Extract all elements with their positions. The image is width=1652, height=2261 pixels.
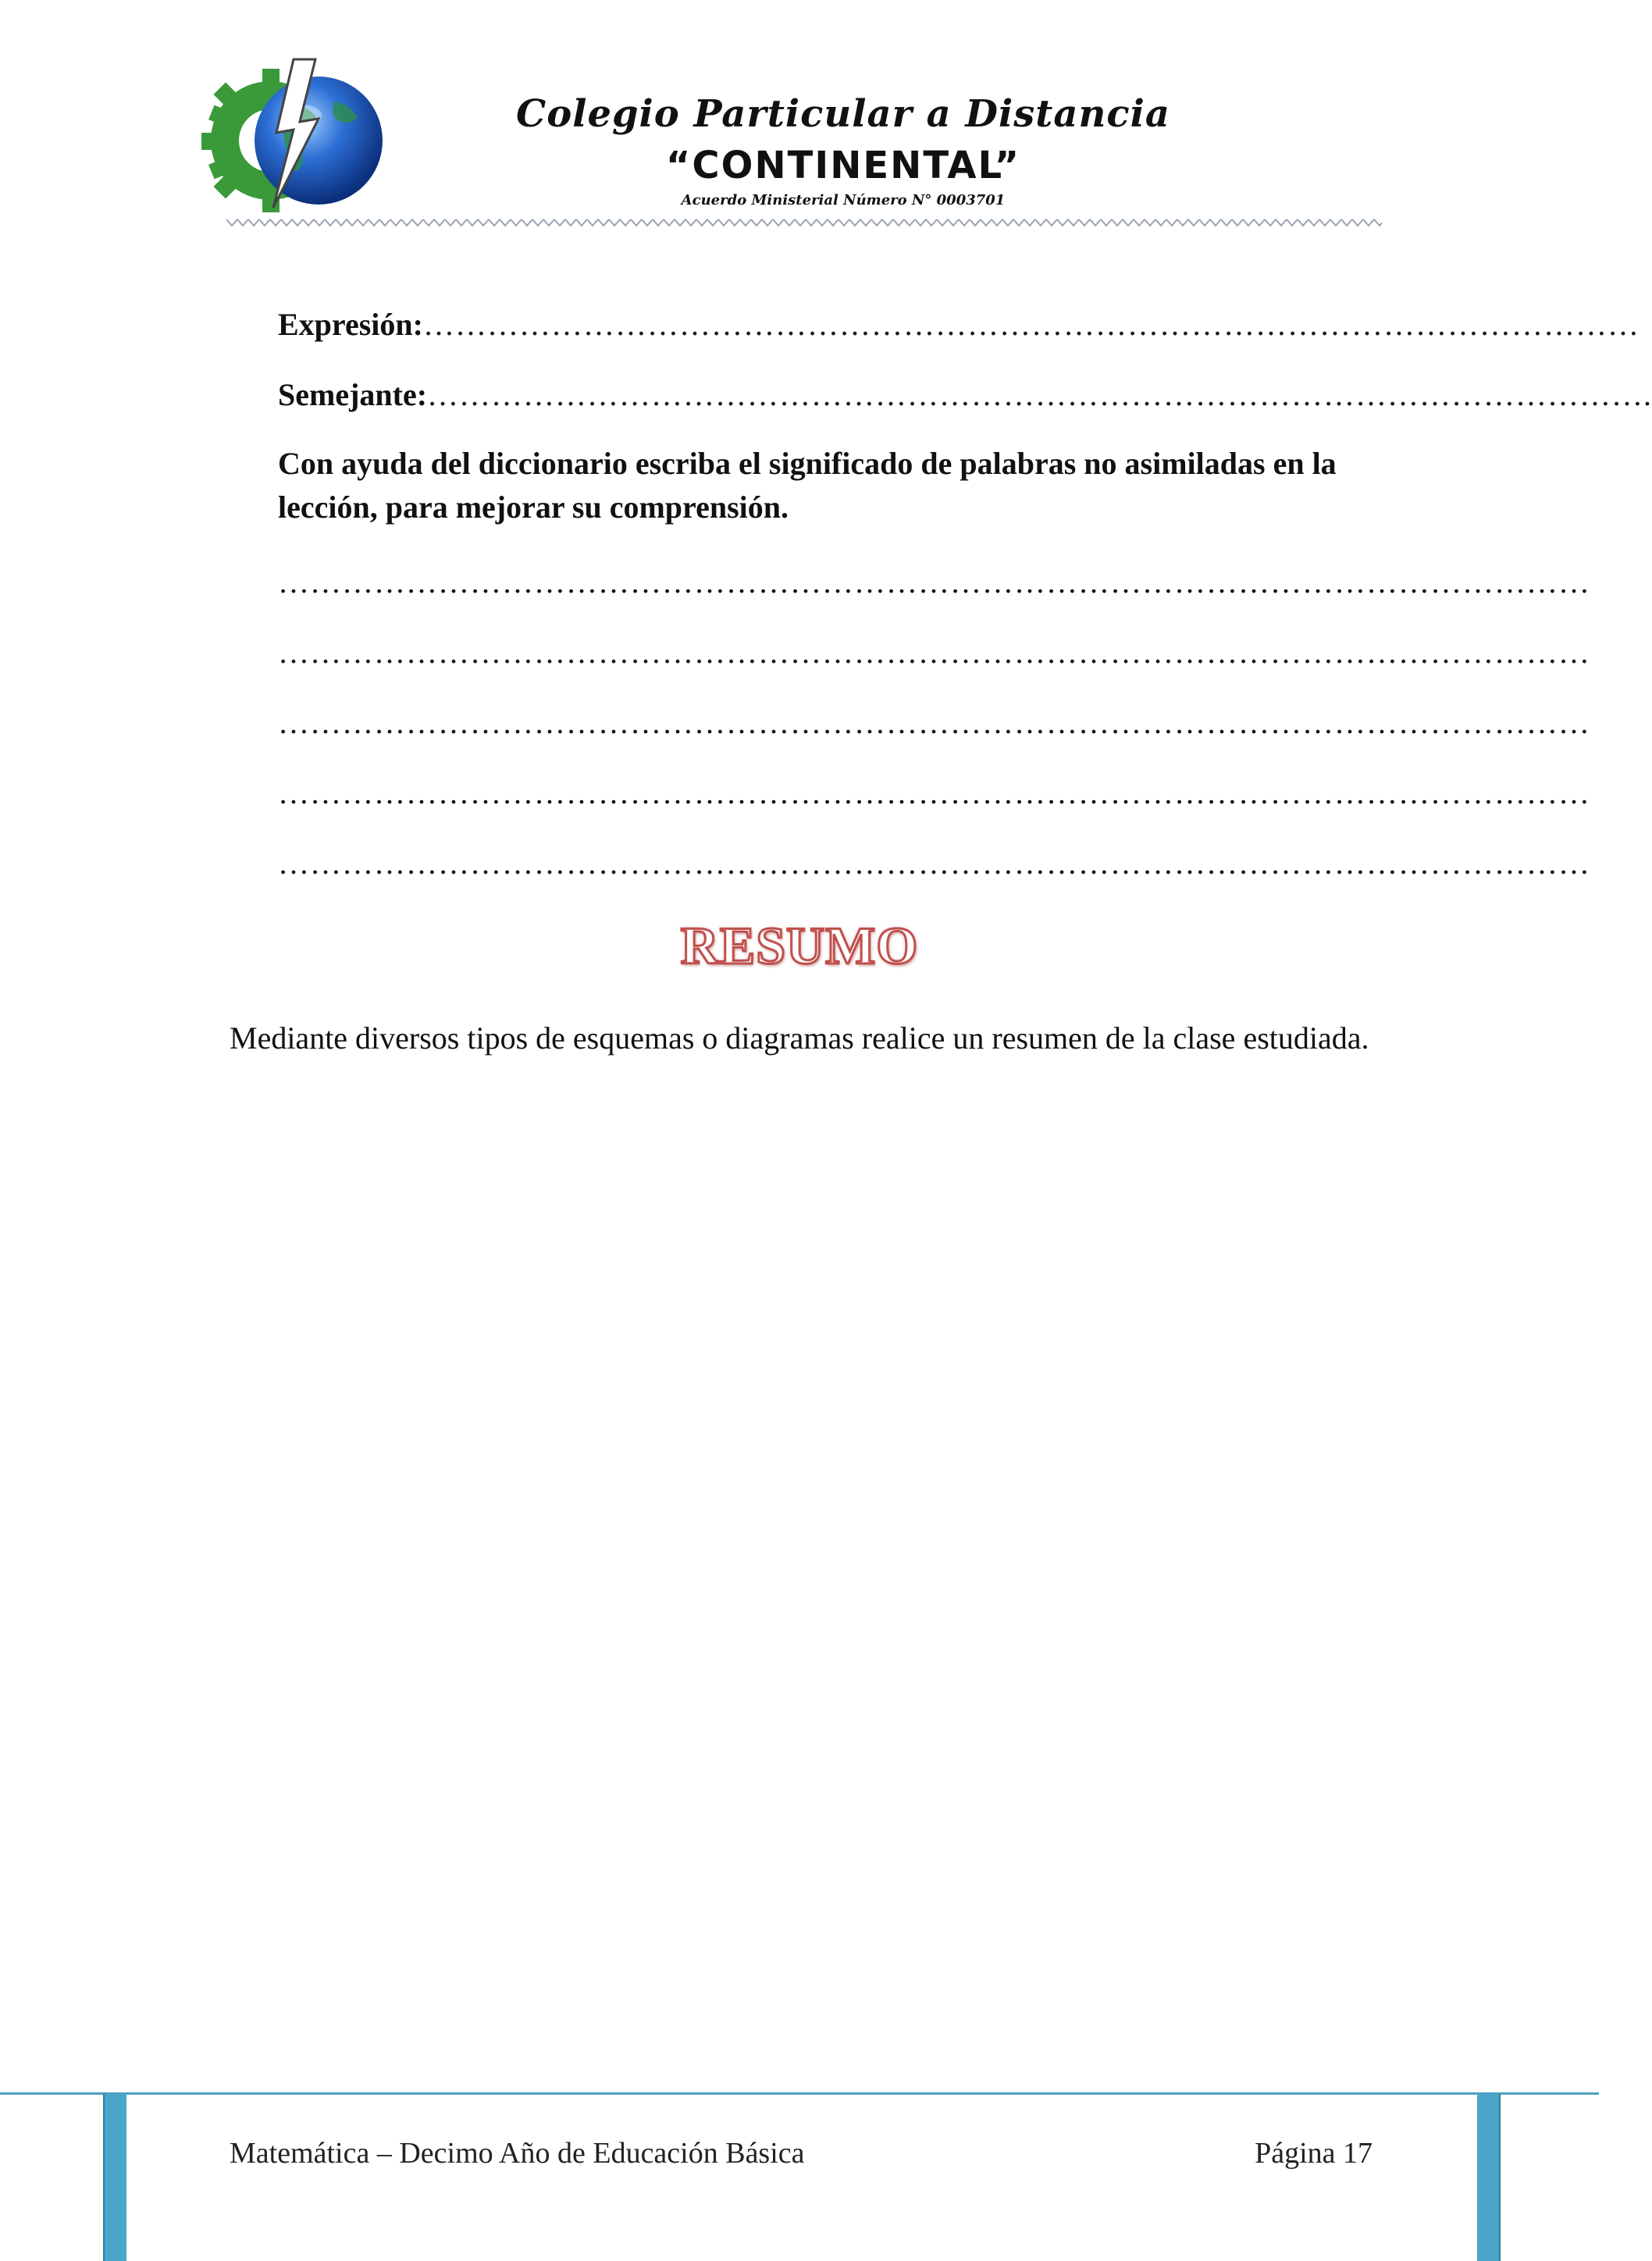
- answer-line: ……………………………………………………………………………………………………………: [278, 775, 1590, 810]
- field-label: Semejante:: [278, 377, 428, 412]
- fill-in-dots: ……………………………………………………………………………………………………: [422, 307, 1640, 342]
- page-number: Página 17: [1255, 2137, 1373, 2170]
- answer-line: ……………………………………………………………………………………………………………: [278, 705, 1590, 740]
- ministerial-agreement: Acuerdo Ministerial Número N° 0003701: [681, 192, 1006, 208]
- school-logo-icon: [201, 55, 386, 219]
- fill-in-dots: …………………………………………………………………………………………………….: [427, 377, 1652, 412]
- instruction-text: Con ayuda del diccionario escriba el significado de palabras no asimiladas en la lección, para mejorar su comprensión.: [278, 446, 1337, 525]
- answer-line: ……………………………………………………………………………………………………………: [278, 635, 1590, 670]
- summary-instruction: Mediante diversos tipos de esquemas o diagramas realice un resumen de la clase estudiada.: [230, 1020, 1369, 1056]
- footer-bar-left: [103, 2094, 126, 2261]
- footer-subject: Matemática – Decimo Año de Educación Básica: [230, 2137, 805, 2170]
- school-name-line: Colegio Particular a Distancia: [515, 92, 1170, 136]
- field-semejante: [278, 376, 1652, 413]
- field-expresion: [278, 306, 1640, 343]
- answer-line: ……………………………………………………………………………………………………………: [278, 564, 1590, 600]
- footer-divider: [0, 2092, 1599, 2095]
- answer-line: ……………………………………………………………………………………………………………: [278, 846, 1590, 881]
- section-title: RESUMO: [680, 916, 919, 975]
- school-title: “CONTINENTAL”: [665, 144, 1021, 187]
- footer-bar-right: [1477, 2094, 1501, 2261]
- field-label: Expresión:: [278, 307, 423, 342]
- header-divider: [226, 217, 1382, 228]
